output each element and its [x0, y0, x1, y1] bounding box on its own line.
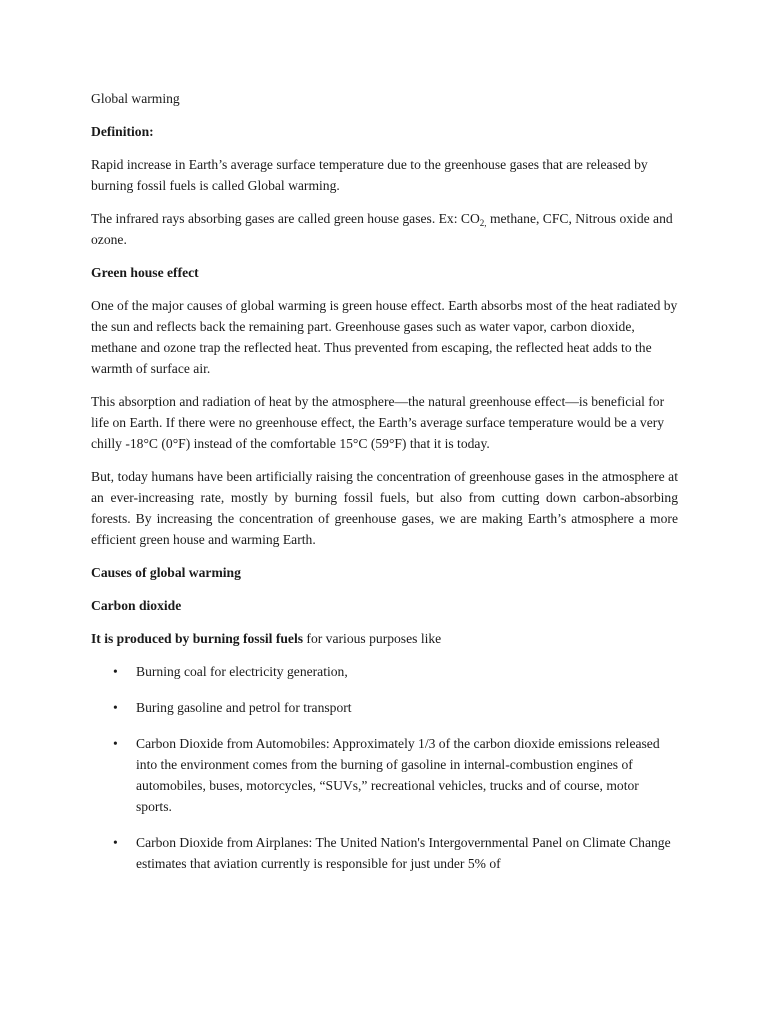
list-item-text: Buring gasoline and petrol for transport	[136, 700, 352, 715]
list-item	[91, 733, 678, 817]
list-item-text: Burning coal for electricity generation,	[136, 664, 348, 679]
definition-heading: Definition:	[91, 124, 154, 139]
document-page	[91, 88, 678, 874]
list-item-text: Carbon Dioxide from Automobiles: Approximately 1/3 of the carbon dioxide emissions released into the environment comes from the burning of gasoline in internal-combustion engines of automobiles, buses, motorcycles, “SUVs,” recreational vehicles, trucks and of course, motor sports.	[136, 736, 660, 814]
list-item	[91, 697, 678, 718]
co2-subscript: 2,	[479, 218, 487, 228]
ghg-text-before: The infrared rays absorbing gases are called green house gases. Ex: CO	[91, 211, 480, 226]
list-item-text: Carbon Dioxide from Airplanes: The United Nation's Intergovernmental Panel on Climate Change estimates that aviation currently is responsible for just under 5% of	[136, 835, 671, 871]
list-item	[91, 661, 678, 682]
causes-bullet-list	[91, 661, 678, 874]
greenhouse-effect-paragraph-1: One of the major causes of global warming is green house effect. Earth absorbs most of the heat radiated by the sun and reflects back the remaining part. Greenhouse gases such as water vapor, carbon dioxide, methane and ozone trap the reflected heat. Thus prevented from escaping, the reflected heat adds to the warmth of surface air.	[91, 298, 678, 376]
definition-paragraph: Rapid increase in Earth’s average surface temperature due to the greenhouse gases that are released by burning fossil fuels is called Global warming.	[91, 157, 648, 193]
produced-by-rest: for various purposes like	[303, 631, 442, 646]
bullet-icon: •	[113, 835, 118, 850]
greenhouse-effect-paragraph-3: But, today humans have been artificially raising the concentration of greenhouse gases in the atmosphere at an ever-increasing rate, mostly by burning fossil fuels, but also from cutting down carbon-absorbing forests. By increasing the concentration of greenhouse gases, we are making Earth’s atmosphere a more efficient green house and warming Earth.	[91, 469, 678, 547]
greenhouse-gases-paragraph	[91, 208, 678, 250]
bullet-icon: •	[113, 664, 118, 679]
carbon-dioxide-heading: Carbon dioxide	[91, 598, 182, 613]
greenhouse-effect-paragraph-2: This absorption and radiation of heat by the atmosphere—the natural greenhouse effect—is beneficial for life on Earth. If there were no greenhouse effect, the Earth’s average surface temperature would be a very chilly -18°C (0°F) instead of the comfortable 15°C (59°F) that it is today.	[91, 394, 665, 451]
produced-by-bold: It is produced by burning fossil fuels	[91, 631, 304, 646]
bullet-icon: •	[113, 700, 118, 715]
greenhouse-effect-heading: Green house effect	[91, 265, 199, 280]
produced-by-paragraph	[91, 628, 678, 649]
bullet-icon: •	[113, 736, 118, 751]
doc-title: Global warming	[91, 91, 180, 106]
ghg-text-after: methane, CFC, Nitrous oxide and ozone.	[91, 211, 673, 247]
causes-heading: Causes of global warming	[91, 565, 241, 580]
list-item	[91, 832, 678, 874]
